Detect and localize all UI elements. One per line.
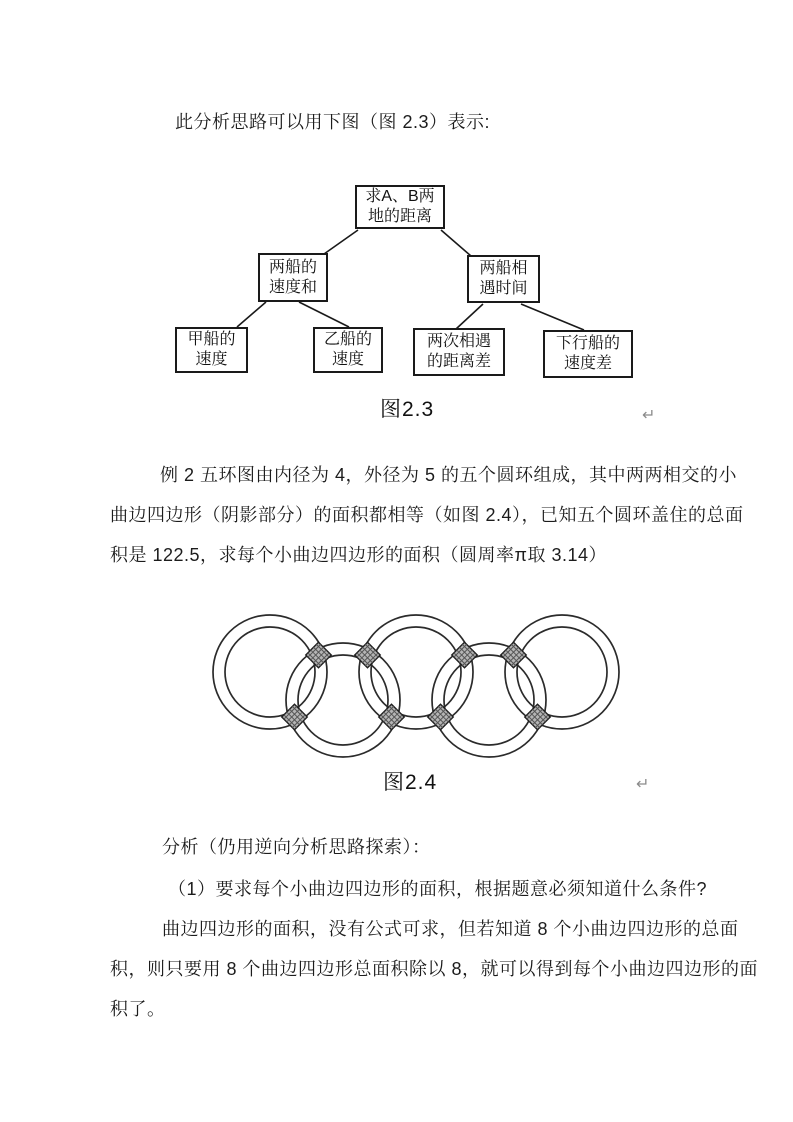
tree-node-boat-b-speed-line2: 速度 (331, 351, 364, 368)
tree-node-sum-of-speeds-line1: 两船的 (268, 258, 317, 276)
tree-node-sum-of-speeds (258, 253, 328, 302)
tree-node-sum-of-speeds-line2: 速度和 (268, 278, 317, 296)
tree-node-root (355, 185, 445, 229)
tree-node-boat-a-speed-line1: 甲船的 (187, 331, 236, 348)
example-2-line: 曲边四边形（阴影部分）的面积都相等（如图 2.4），已知五个圆环盖住的总面 (110, 505, 744, 525)
tree-node-root-line2: 地的距离 (367, 208, 432, 225)
figure-2-4-caption: 图2.4 (383, 771, 438, 794)
tree-node-boat-a-speed (175, 327, 248, 373)
tree-node-meeting-time-line1: 两船相 (479, 260, 528, 277)
tree-node-boat-b-speed (313, 327, 383, 373)
return-mark-icon: ↵ (642, 407, 656, 424)
tree-node-distance-difference-line1: 两次相遇 (426, 333, 491, 350)
tree-node-meeting-time-line2: 遇时间 (479, 280, 528, 297)
tree-node-downstream-speed-difference (543, 330, 633, 378)
return-mark-icon: ↵ (636, 776, 650, 793)
analysis-line: 积，则只要用 8 个曲边四边形总面积除以 8，就可以得到每个小曲边四边形的面 (110, 959, 759, 979)
tree-node-distance-difference (413, 328, 505, 376)
tree-node-root-line1: 求A、B两 (365, 188, 435, 205)
tree-node-downstream-speed-difference-line2: 速度差 (563, 355, 612, 372)
tree-node-distance-difference-line2: 的距离差 (426, 353, 491, 370)
tree-node-meeting-time (467, 255, 540, 303)
tree-node-boat-b-speed-line1: 乙船的 (323, 331, 372, 348)
example-2-line: 例 2 五环图由内径为 4，外径为 5 的五个圆环组成，其中两两相交的小 (160, 465, 738, 485)
analysis-line: （1）要求每个小曲边四边形的面积，根据题意必须知道什么条件? (168, 879, 708, 899)
tree-node-boat-a-speed-line2: 速度 (195, 351, 228, 368)
analysis-line: 积了。 (110, 999, 166, 1019)
analysis-line: 分析（仍用逆向分析思路探索）： (162, 837, 431, 857)
figure-2-3-caption: 图2.3 (380, 398, 435, 421)
olympic-rings-figure (213, 615, 619, 757)
example-2-line: 积是 122.5，求每个小曲边四边形的面积（圆周率π取 3.14） (110, 545, 607, 565)
analysis-line: 曲边四边形的面积，没有公式可求，但若知道 8 个小曲边四边形的总面 (162, 919, 739, 939)
intro-text: 此分析思路可以用下图（图 2.3）表示: (175, 112, 491, 132)
tree-node-downstream-speed-difference-line1: 下行船的 (555, 335, 620, 352)
